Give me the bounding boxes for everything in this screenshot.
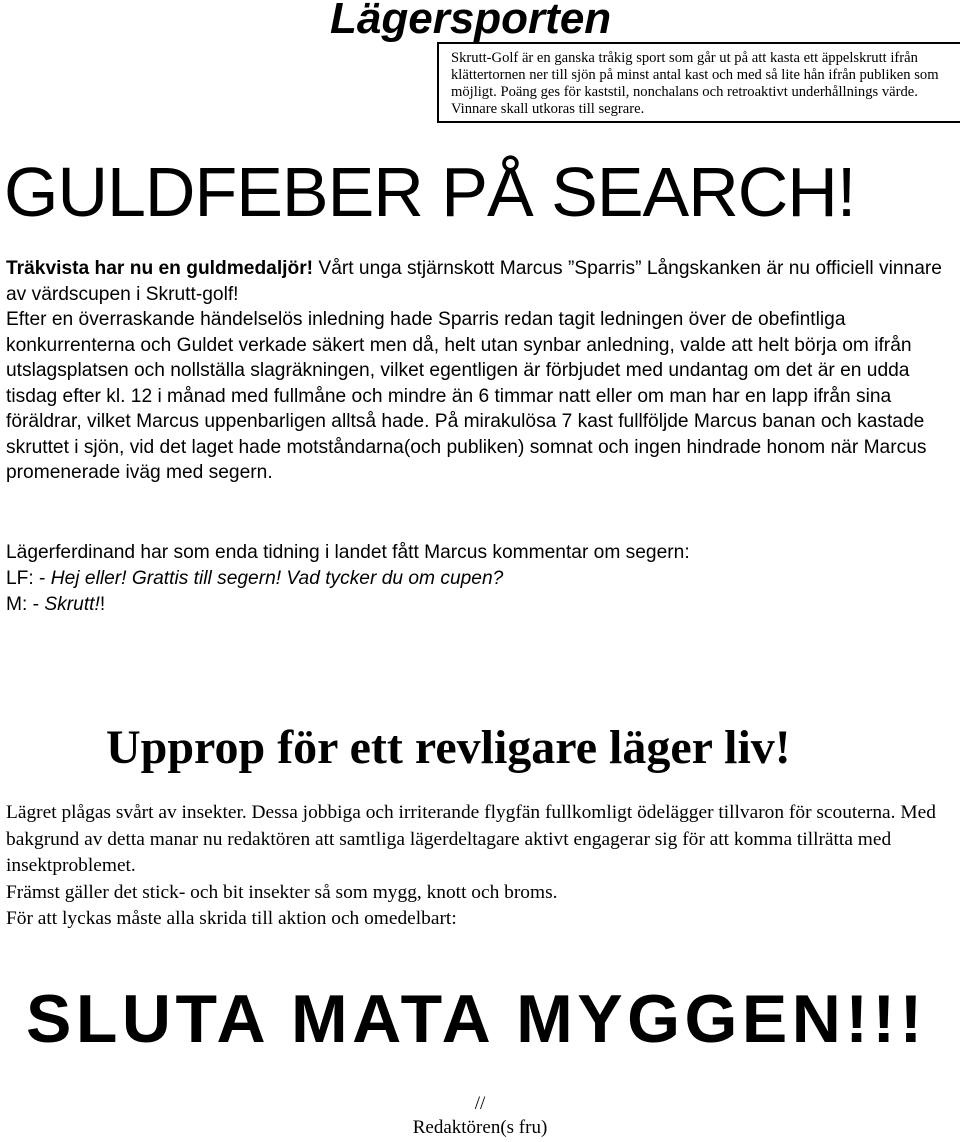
appeal-paragraph-1: Lägret plågas svårt av insekter. Dessa jobbiga och irriterande flygfän fullkomligt ödelägger tillvaron för scouterna. Med bakgrund av detta manar nu redaktören att samtliga lägerdeltagare aktivt engagerar sig för att komma tillrätta med insektproblemet.: [6, 802, 936, 876]
interview-question: [6, 566, 956, 592]
interview-a-speaker: M: -: [6, 594, 45, 615]
interview-intro: Lägerferdinand har som enda tidning i landet fått Marcus kommentar om segern:: [6, 542, 690, 563]
interview-answer: [6, 592, 956, 618]
interview-a-text: Skrutt!: [44, 594, 100, 615]
article-lead-rest: Vårt unga stjärnskott Marcus ”Sparris” Långskanken är nu officiell vinnare av värdscupen i Skrutt-golf!: [6, 258, 942, 305]
headline: GULDFEBER PÅ SEARCH!: [4, 153, 856, 231]
interview-q-text: Hej eller! Grattis till segern! Vad tycker du om cupen?: [50, 568, 504, 589]
interview-a-tail: !: [99, 594, 106, 615]
signature-mark: //: [474, 1093, 486, 1114]
article-body-1: Efter en överraskande händelselös inledning hade Sparris redan tagit ledningen över de obefintliga konkurrenterna och Guldet verkade säkert men då, helt utan synbar anledning, valde att helt börja om ifrån utslagsplatsen och nollställa slagräkningen, vilket egentligen är förbjudet med undantag om det är en udda tisdag efter kl. 12 i månad med fullmåne och mindre än 6 timmar natt eller om man har en lapp ifrån sina föräldrar, vilket Marcus uppenbarligen alltså hade.: [6, 309, 912, 432]
article-body: [6, 307, 956, 486]
slogan: SLUTA MATA MYGGEN!!!: [26, 981, 927, 1057]
appeal-paragraph-2: Främst gäller det stick- och bit insekter så som mygg, knott och broms.: [6, 881, 558, 903]
article-lead-bold: Träkvista har nu en guldmedaljör!: [6, 258, 314, 279]
appeal-body: [6, 800, 956, 933]
article-lead: [6, 256, 956, 307]
interview: [6, 540, 956, 618]
info-box: Skrutt-Golf är en ganska tråkig sport som går ut på att kasta ett äppelskrutt ifrån klättertornen ner till sjön på minst antal kast och med så lite hån ifrån publiken som möjligt. Poäng ges för kaststil, nonchalans och retroaktivt underhållnings värde. Vinnare skall utkoras till segrare.: [437, 42, 960, 123]
appeal-paragraph-3: För att lyckas måste alla skrida till aktion och omedelbart:: [6, 908, 457, 929]
signature-name: Redaktören(s fru): [412, 1117, 548, 1138]
appeal-title: Upprop för ett revligare läger liv!: [106, 721, 791, 774]
section-title: Lägersporten: [330, 0, 612, 43]
signature: [380, 1092, 580, 1140]
article-body-2: På mirakulösa 7 kast fullföljde Marcus banan och kastade skruttet i sjön, vid det laget hade motståndarna(och publiken) somnat och ingen hindrade honom när Marcus promenerade iväg med segern.: [6, 411, 927, 483]
article: [6, 256, 956, 486]
interview-q-speaker: LF: -: [6, 568, 51, 589]
